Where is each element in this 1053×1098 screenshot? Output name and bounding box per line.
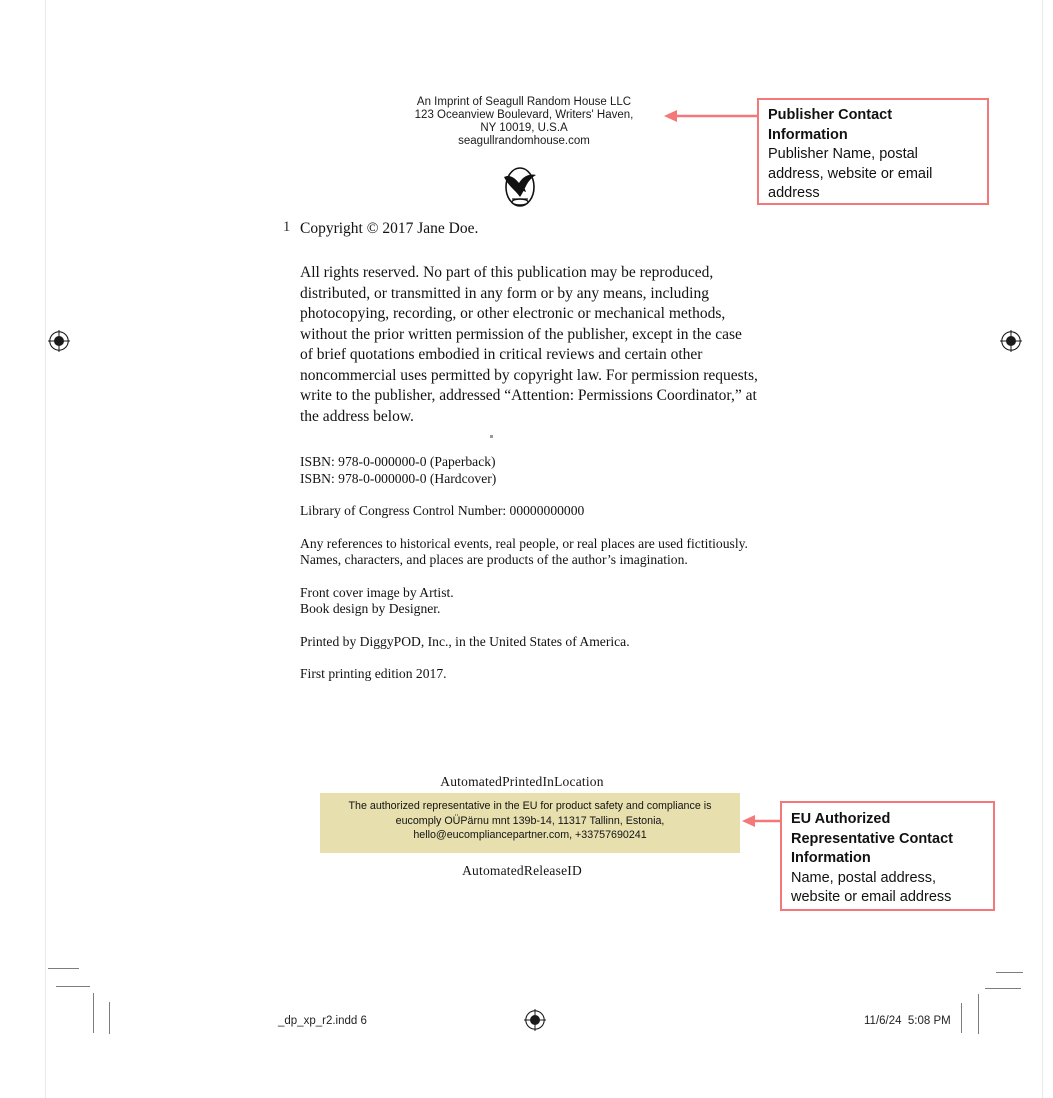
crop-mark-top-right-h2: [985, 988, 1021, 989]
crop-mark-top-left-h1: [48, 968, 79, 969]
callout-publisher-heading-line-2: Information: [768, 126, 848, 143]
eu-callout-arrow-icon: [742, 814, 784, 828]
registration-mark-bottom-icon: [524, 1009, 546, 1031]
imprint-line-1: An Imprint of Seagull Random House LLC: [416, 96, 632, 108]
registration-mark-left-icon: [48, 330, 70, 352]
footer-date-value: 11/6/24: [864, 1015, 902, 1027]
crop-mark-left-v1: [93, 993, 94, 1033]
isbn-hardcover: ISBN: 978-0-000000-0 (Hardcover): [300, 470, 497, 486]
design-credit: Book design by Designer.: [300, 601, 441, 616]
eu-compliance-highlight-block: [320, 793, 740, 853]
callout-eu-body-line-1: Name, postal address,: [791, 869, 937, 886]
crop-mark-top-left-h2: [56, 986, 90, 987]
registration-mark-right-icon: [1000, 330, 1022, 352]
copyright-notice: Copyright © 2017 Jane Doe.: [300, 220, 479, 237]
callout-publisher-body-line-1: Publisher Name, postal: [768, 146, 918, 162]
footer-faint-marks: [137, 1014, 267, 1024]
crop-mark-right-v1: [978, 994, 979, 1034]
lccn-number: Library of Congress Control Number: 00000000000: [300, 503, 585, 518]
callout-publisher-body-line-3: address: [768, 185, 820, 201]
fiction-disclaimer: Any references to historical events, real people, or real places are used fictitiously. Names, characters, and places are products of the author’s imagination.: [300, 535, 748, 567]
copyright-text-column: [300, 219, 770, 427]
callout-publisher-body-line-2: address, website or email: [768, 165, 933, 182]
eu-compliance-line-2: eucomply OÜPärnu mnt 139b-14, 11317 Tallinn, Estonia,: [395, 814, 665, 827]
callout-eu-heading-line-1: EU Authorized: [791, 811, 891, 827]
publisher-callout-arrow-icon: [664, 109, 760, 123]
margin-line-number: 1: [283, 219, 291, 235]
edition-statement: First printing edition 2017.: [300, 666, 447, 681]
eu-compliance-line-3: hello@eucompliancepartner.com, +33757690241: [413, 829, 647, 841]
crop-mark-left-v2: [109, 1002, 110, 1034]
page-edge-right: [1042, 0, 1043, 1098]
print-artifact-dot: [490, 435, 493, 438]
crop-mark-right-v2: [961, 1003, 962, 1033]
crop-mark-top-right-h1: [996, 972, 1023, 973]
publisher-imprint-block: [400, 96, 648, 148]
callout-eu-authorized-representative: [780, 801, 995, 911]
automated-printed-in-location: AutomatedPrintedInLocation: [440, 774, 604, 789]
callout-eu-body-line-2: website or email address: [791, 889, 952, 905]
seagull-bird-logo-icon: [498, 163, 542, 209]
isbn-paperback: ISBN: 978-0-000000-0 (Paperback): [300, 454, 496, 469]
eu-compliance-text: [320, 799, 740, 843]
imprint-website: seagullrandomhouse.com: [458, 135, 590, 147]
printer-credit: Printed by DiggyPOD, Inc., in the United States of America.: [300, 633, 630, 649]
imprint-line-3: NY 10019, U.S.A: [480, 122, 568, 134]
footer-filename: _dp_xp_r2.indd 6: [278, 1015, 367, 1027]
eu-compliance-line-1: The authorized representative in the EU for product safety and compliance is: [348, 800, 712, 812]
callout-eu-heading-line-2: Representative Contact: [791, 830, 953, 847]
callout-publisher-contact-info: [757, 98, 989, 205]
callout-publisher-heading-line-1: Publisher Contact: [768, 107, 893, 123]
callout-eu-heading-line-3: Information: [791, 850, 871, 866]
footer-timestamp: [864, 1015, 951, 1027]
page-edge-left: [45, 0, 46, 1098]
footer-time-value: 5:08 PM: [907, 1015, 951, 1027]
cover-credit: Front cover image by Artist.: [300, 584, 454, 600]
all-rights-reserved-paragraph: All rights reserved. No part of this publication may be reproduced, distributed, or transmitted in any form or by any means, including photocopying, recording, or other electronic or mechanical methods, without the prior written permission of the publisher, except in the case of brief quotations embodied in critical reviews and certain other noncommercial uses permitted by copyright law. For permission requests, write to the publisher, addressed “Attention: Permissions Coordinator,” at the address below.: [300, 264, 758, 425]
publication-details-block: [300, 454, 770, 683]
automated-release-id: AutomatedReleaseID: [462, 863, 582, 878]
imprint-line-2: 123 Oceanview Boulevard, Writers' Haven,: [414, 109, 634, 121]
